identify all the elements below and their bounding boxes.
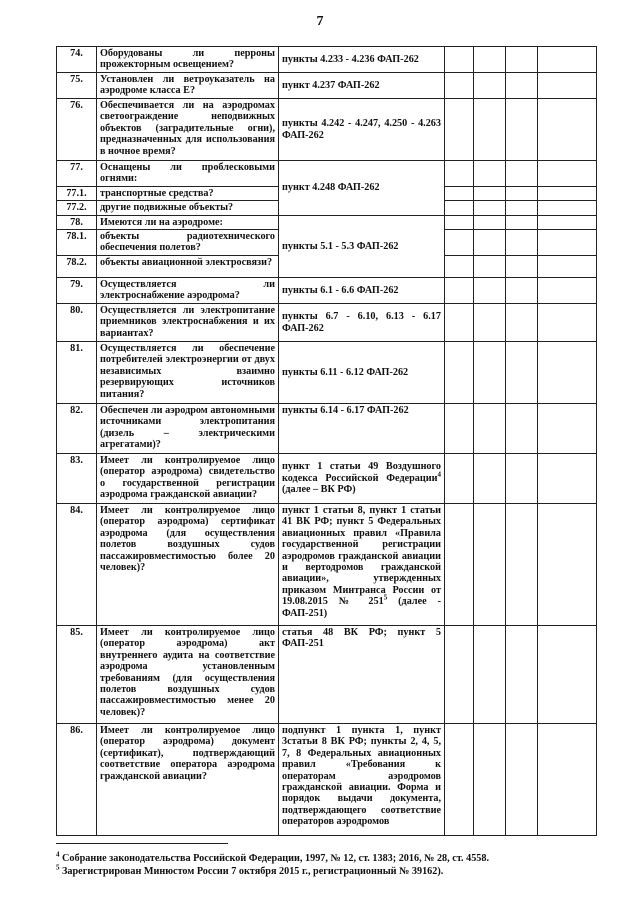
answer-yes-cell: [445, 342, 474, 404]
answer-yes-cell: [445, 201, 474, 215]
table-row: [57, 454, 597, 504]
answer-na-cell: [506, 256, 538, 278]
row-number: 84.: [57, 504, 97, 626]
question-cell: Имеет ли контролируемое лицо (оператор аэродрома) акт внутреннего аудита на соответствие аэродрома установленным требованиям (для осуществления полетов воздушных судов пассажировместимостью менее 20 человек)?: [97, 626, 279, 724]
reference-cell: пункты 6.7 - 6.10, 6.13 - 6.17 ФАП-262: [279, 304, 445, 342]
answer-yes-cell: [445, 99, 474, 161]
row-number: 86.: [57, 724, 97, 836]
question-cell: Установлен ли ветроуказатель на аэродроме класса Е?: [97, 73, 279, 99]
row-number: 74.: [57, 47, 97, 73]
answer-yes-cell: [445, 73, 474, 99]
question-cell: Имеет ли контролируемое лицо (оператор аэродрома) сертификат аэродрома (для осуществления полетов воздушных судов пассажировместимостью более 20 человек)?: [97, 504, 279, 626]
footnote-text: Зарегистрирован Минюстом России 7 октября 2015 г., регистрационный № 39162).: [59, 866, 444, 877]
row-number: 79.: [57, 278, 97, 304]
reference-tail: (далее – ВК РФ): [282, 484, 356, 496]
reference-cell: пункты 4.242 - 4.247, 4.250 - 4.263 ФАП-262: [279, 99, 445, 161]
question-cell: другие подвижные объекты?: [97, 201, 279, 215]
footnote: [56, 852, 616, 865]
row-number: 83.: [57, 454, 97, 504]
reference-cell: пункт 4.237 ФАП-262: [279, 73, 445, 99]
answer-no-cell: [474, 47, 506, 73]
answer-no-cell: [474, 342, 506, 404]
note-cell: [538, 256, 597, 278]
answer-na-cell: [506, 47, 538, 73]
answer-no-cell: [474, 73, 506, 99]
reference-cell: пункты 5.1 - 5.3 ФАП-262: [279, 215, 445, 277]
reference-cell: пункты 6.11 - 6.12 ФАП-262: [279, 342, 445, 404]
table-row: [57, 47, 597, 73]
answer-na-cell: [506, 215, 538, 229]
answer-na-cell: [506, 161, 538, 187]
reference-text: пункт 1 статьи 8, пункт 1 статьи 41 ВК РФ; пункт 5 Федеральных авиационных правил «Правила государственной регистрации аэродромов гражданской авиации и вертодромов гражданской авиации», утвержденных приказом Минтранса России от 19.08.2015 № 251: [282, 505, 441, 608]
reference-cell: пункты 4.233 - 4.236 ФАП-262: [279, 47, 445, 73]
checklist-table: [56, 46, 597, 836]
question-cell: Обеспечивается ли на аэродромах светоограждение неподвижных объектов (заградительные огни), предназначенных для использования в ночное время?: [97, 99, 279, 161]
answer-no-cell: [474, 230, 506, 256]
answer-yes-cell: [445, 186, 474, 200]
answer-na-cell: [506, 626, 538, 724]
answer-yes-cell: [445, 256, 474, 278]
table-row: [57, 215, 597, 229]
question-cell: объекты авиационной электросвязи?: [97, 256, 279, 278]
row-number: 85.: [57, 626, 97, 724]
answer-no-cell: [474, 215, 506, 229]
question-cell: Имеет ли контролируемое лицо (оператор аэродрома) свидетельство о государственной регистрации аэродрома гражданской авиации?: [97, 454, 279, 504]
reference-cell: [279, 454, 445, 504]
footnote-ref: 5: [383, 593, 388, 602]
row-number: 77.1.: [57, 186, 97, 200]
answer-no-cell: [474, 304, 506, 342]
note-cell: [538, 404, 597, 454]
answer-na-cell: [506, 186, 538, 200]
answer-yes-cell: [445, 504, 474, 626]
table-row: [57, 342, 597, 404]
table-row: [57, 73, 597, 99]
reference-tail: (далее - ФАП-251): [282, 596, 441, 619]
answer-na-cell: [506, 230, 538, 256]
note-cell: [538, 342, 597, 404]
answer-yes-cell: [445, 724, 474, 836]
row-number: 78.: [57, 215, 97, 229]
question-cell: транспортные средства?: [97, 186, 279, 200]
question-cell: Имеются ли на аэродроме:: [97, 215, 279, 229]
note-cell: [538, 230, 597, 256]
question-cell: Осуществляется ли электропитание приемников электроснабжения и их вариантах?: [97, 304, 279, 342]
table-row: [57, 724, 597, 836]
note-cell: [538, 504, 597, 626]
table-row: [57, 304, 597, 342]
question-cell: Осуществляется ли электроснабжение аэродрома?: [97, 278, 279, 304]
table-row: [57, 161, 597, 187]
question-cell: Имеет ли контролируемое лицо (оператор аэродрома) документ (сертификат), подтверждающий соответствие оператора аэродрома гражданской авиации?: [97, 724, 279, 836]
reference-cell: статья 48 ВК РФ; пункт 5 ФАП-251: [279, 626, 445, 724]
answer-no-cell: [474, 256, 506, 278]
row-number: 76.: [57, 99, 97, 161]
answer-no-cell: [474, 454, 506, 504]
answer-na-cell: [506, 454, 538, 504]
note-cell: [538, 201, 597, 215]
answer-no-cell: [474, 99, 506, 161]
answer-yes-cell: [445, 278, 474, 304]
answer-na-cell: [506, 73, 538, 99]
note-cell: [538, 304, 597, 342]
note-cell: [538, 215, 597, 229]
footnote: [56, 865, 616, 878]
answer-na-cell: [506, 99, 538, 161]
question-cell: объекты радиотехнического обеспечения полетов?: [97, 230, 279, 256]
answer-na-cell: [506, 404, 538, 454]
question-cell: Оснащены ли проблесковыми огнями:: [97, 161, 279, 187]
row-number: 82.: [57, 404, 97, 454]
answer-na-cell: [506, 201, 538, 215]
answer-no-cell: [474, 201, 506, 215]
answer-yes-cell: [445, 304, 474, 342]
answer-no-cell: [474, 504, 506, 626]
answer-yes-cell: [445, 230, 474, 256]
row-number: 77.2.: [57, 201, 97, 215]
answer-na-cell: [506, 278, 538, 304]
table-row: [57, 278, 597, 304]
answer-yes-cell: [445, 47, 474, 73]
footnote-text: Собрание законодательства Российской Федерации, 1997, № 12, ст. 1383; 2016, № 28, ст. 4558.: [59, 853, 490, 864]
note-cell: [538, 454, 597, 504]
table-row: [57, 99, 597, 161]
row-number: 77.: [57, 161, 97, 187]
answer-yes-cell: [445, 404, 474, 454]
row-number: 80.: [57, 304, 97, 342]
row-number: 78.2.: [57, 256, 97, 278]
note-cell: [538, 161, 597, 187]
footnote-ref: 4: [437, 470, 441, 479]
reference-cell: [279, 504, 445, 626]
reference-text: пункт 1 статьи 49 Воздушного кодекса Российской Федерации: [282, 461, 441, 484]
answer-yes-cell: [445, 626, 474, 724]
answer-no-cell: [474, 186, 506, 200]
table-row: [57, 626, 597, 724]
answer-yes-cell: [445, 454, 474, 504]
answer-no-cell: [474, 626, 506, 724]
reference-cell: подпункт 1 пункта 1, пункт 3статьи 8 ВК РФ; пункты 2, 4, 5, 7, 8 Федеральных авиационных правил «Требования к операторам аэродромов гражданской авиации. Форма и порядок выдачи документа, подтверждающего соответствие операторов аэродромов: [279, 724, 445, 836]
footnote-divider: [56, 843, 228, 844]
question-cell: Обеспечен ли аэродром автономными источниками электропитания (дизель – электрическими агрегатами)?: [97, 404, 279, 454]
reference-cell: пункт 4.248 ФАП-262: [279, 161, 445, 216]
note-cell: [538, 626, 597, 724]
footnote-mark: 5: [56, 863, 60, 872]
reference-cell: пункты 6.14 - 6.17 ФАП-262: [279, 404, 445, 454]
footnote-mark: 4: [56, 850, 60, 859]
table-row: [57, 404, 597, 454]
row-number: 81.: [57, 342, 97, 404]
row-number: 75.: [57, 73, 97, 99]
answer-no-cell: [474, 161, 506, 187]
note-cell: [538, 724, 597, 836]
answer-na-cell: [506, 342, 538, 404]
note-cell: [538, 186, 597, 200]
answer-no-cell: [474, 404, 506, 454]
question-cell: Оборудованы ли перроны прожекторным освещением?: [97, 47, 279, 73]
row-number: 78.1.: [57, 230, 97, 256]
answer-yes-cell: [445, 161, 474, 187]
answer-na-cell: [506, 504, 538, 626]
table-row: [57, 504, 597, 626]
reference-cell: пункты 6.1 - 6.6 ФАП-262: [279, 278, 445, 304]
note-cell: [538, 278, 597, 304]
answer-no-cell: [474, 278, 506, 304]
footnotes: [56, 852, 616, 878]
answer-yes-cell: [445, 215, 474, 229]
answer-na-cell: [506, 304, 538, 342]
page-number: 7: [316, 14, 324, 29]
note-cell: [538, 47, 597, 73]
answer-na-cell: [506, 724, 538, 836]
answer-no-cell: [474, 724, 506, 836]
note-cell: [538, 73, 597, 99]
question-cell: Осуществляется ли обеспечение потребителей электроэнергии от двух независимых взаимно резервирующих источников питания?: [97, 342, 279, 404]
note-cell: [538, 99, 597, 161]
